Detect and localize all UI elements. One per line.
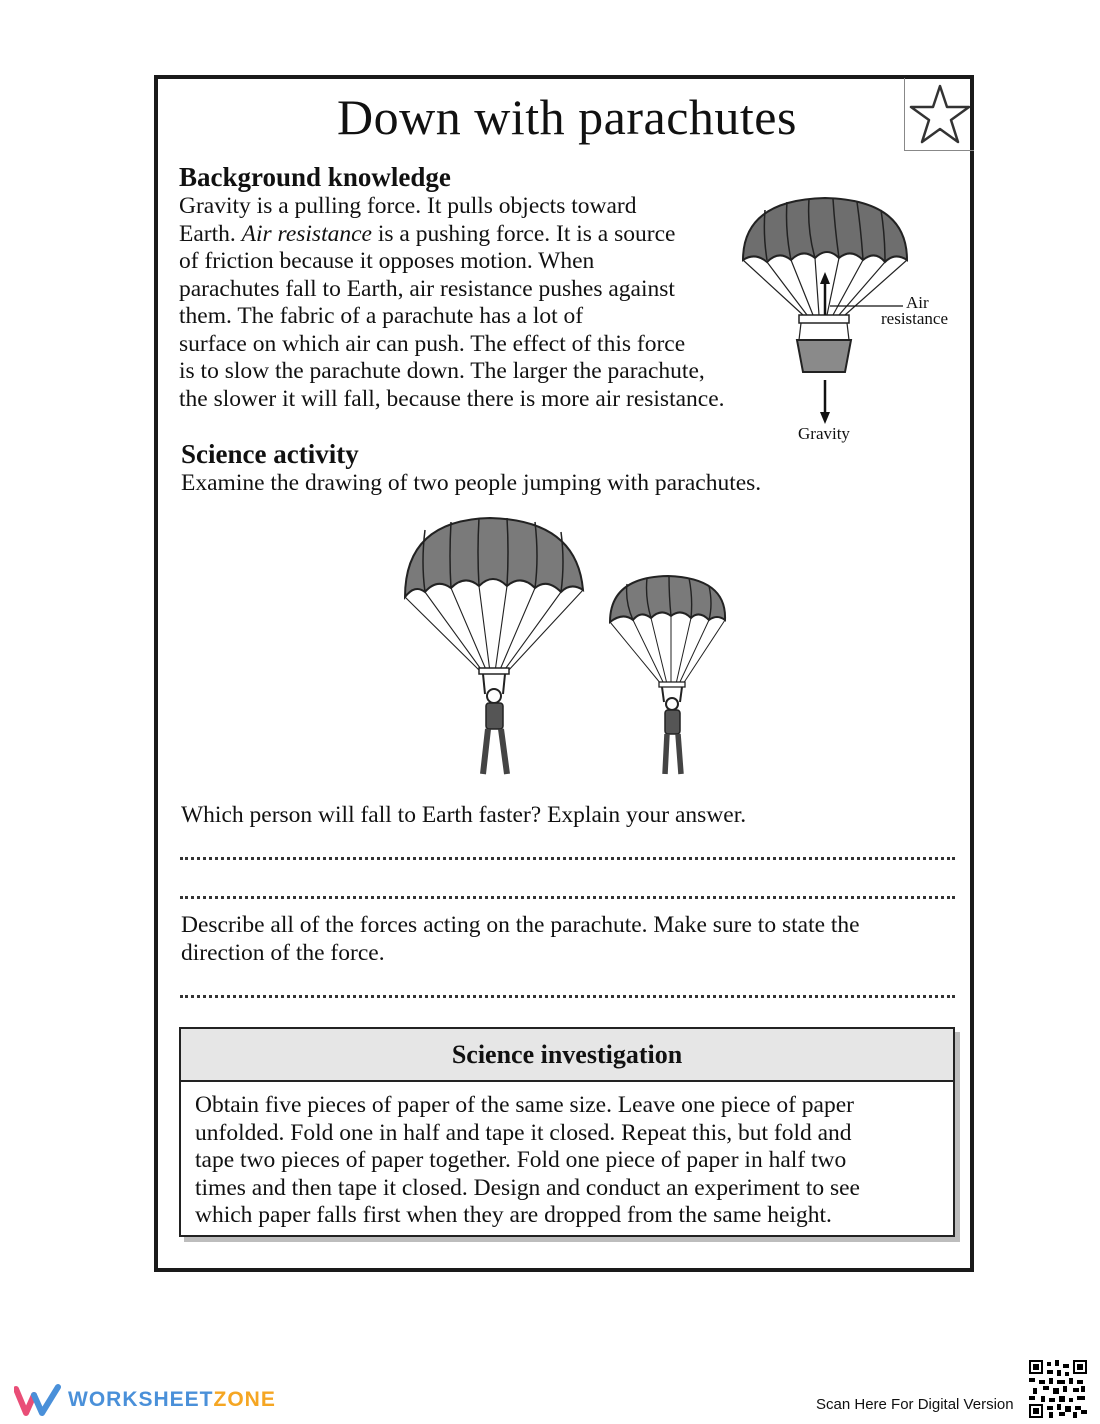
background-line: Earth. Air resistance is a pushing force. It is a source xyxy=(179,220,676,247)
background-paragraph xyxy=(179,193,725,413)
brand-text-zone: ZONE xyxy=(213,1388,276,1411)
investigation-heading: Science investigation xyxy=(181,1029,953,1082)
background-line: them. The fabric of a parachute has a lot of xyxy=(179,303,584,329)
scan-caption: Scan Here For Digital Version xyxy=(816,1396,1014,1413)
star-icon xyxy=(905,78,975,151)
background-line: of friction because it opposes motion. When xyxy=(179,248,595,274)
air-label: Air xyxy=(906,293,929,312)
background-heading: Background knowledge xyxy=(179,162,451,192)
activity-intro: Examine the drawing of two people jumping with parachutes. xyxy=(181,470,762,496)
resistance-label: resistance xyxy=(881,309,949,328)
page-title: Down with parachutes xyxy=(337,89,797,145)
small-parachute xyxy=(610,576,725,774)
answer-line-2[interactable] xyxy=(180,896,955,899)
gravity-label: Gravity xyxy=(798,424,850,443)
air-resistance-term: Air resistance xyxy=(241,220,372,247)
brand-text-worksheet: WORKSHEET xyxy=(68,1388,214,1411)
answer-line-1[interactable] xyxy=(180,857,955,860)
logo-mark-icon xyxy=(14,1383,62,1417)
answer-line-3[interactable] xyxy=(180,995,955,998)
background-line: surface on which air can push. The effect of this force xyxy=(179,330,686,357)
large-parachute xyxy=(405,518,583,774)
background-line: the slower it will fall, because there is more air resistance. xyxy=(179,385,725,412)
question-1: Which person will fall to Earth faster? Explain your answer. xyxy=(181,802,747,828)
background-line: Gravity is a pulling force. It pulls objects toward xyxy=(179,193,637,219)
qr-code-icon[interactable] xyxy=(1029,1360,1087,1418)
question-2: Describe all of the forces acting on the parachute. Make sure to state the direction of the force. xyxy=(181,912,860,966)
star-badge xyxy=(904,78,974,151)
investigation-text: Obtain five pieces of paper of the same size. Leave one piece of paper unfolded. Fold one in half and tape it closed. Repeat this, but fold and tape two pieces of paper together. Fold one piece of paper in half two times and then tape it closed. Design and conduct an experiment to see which paper falls first when they are dropped from the same height. xyxy=(195,1092,860,1229)
investigation-box xyxy=(179,1027,955,1237)
activity-heading: Science activity xyxy=(181,439,359,469)
two-parachutists-illustration xyxy=(395,512,735,782)
worksheetzone-logo[interactable] xyxy=(14,1380,276,1420)
background-line: parachutes fall to Earth, air resistance pushes against xyxy=(179,275,675,302)
background-line: is to slow the parachute down. The larger the parachute, xyxy=(179,358,705,384)
